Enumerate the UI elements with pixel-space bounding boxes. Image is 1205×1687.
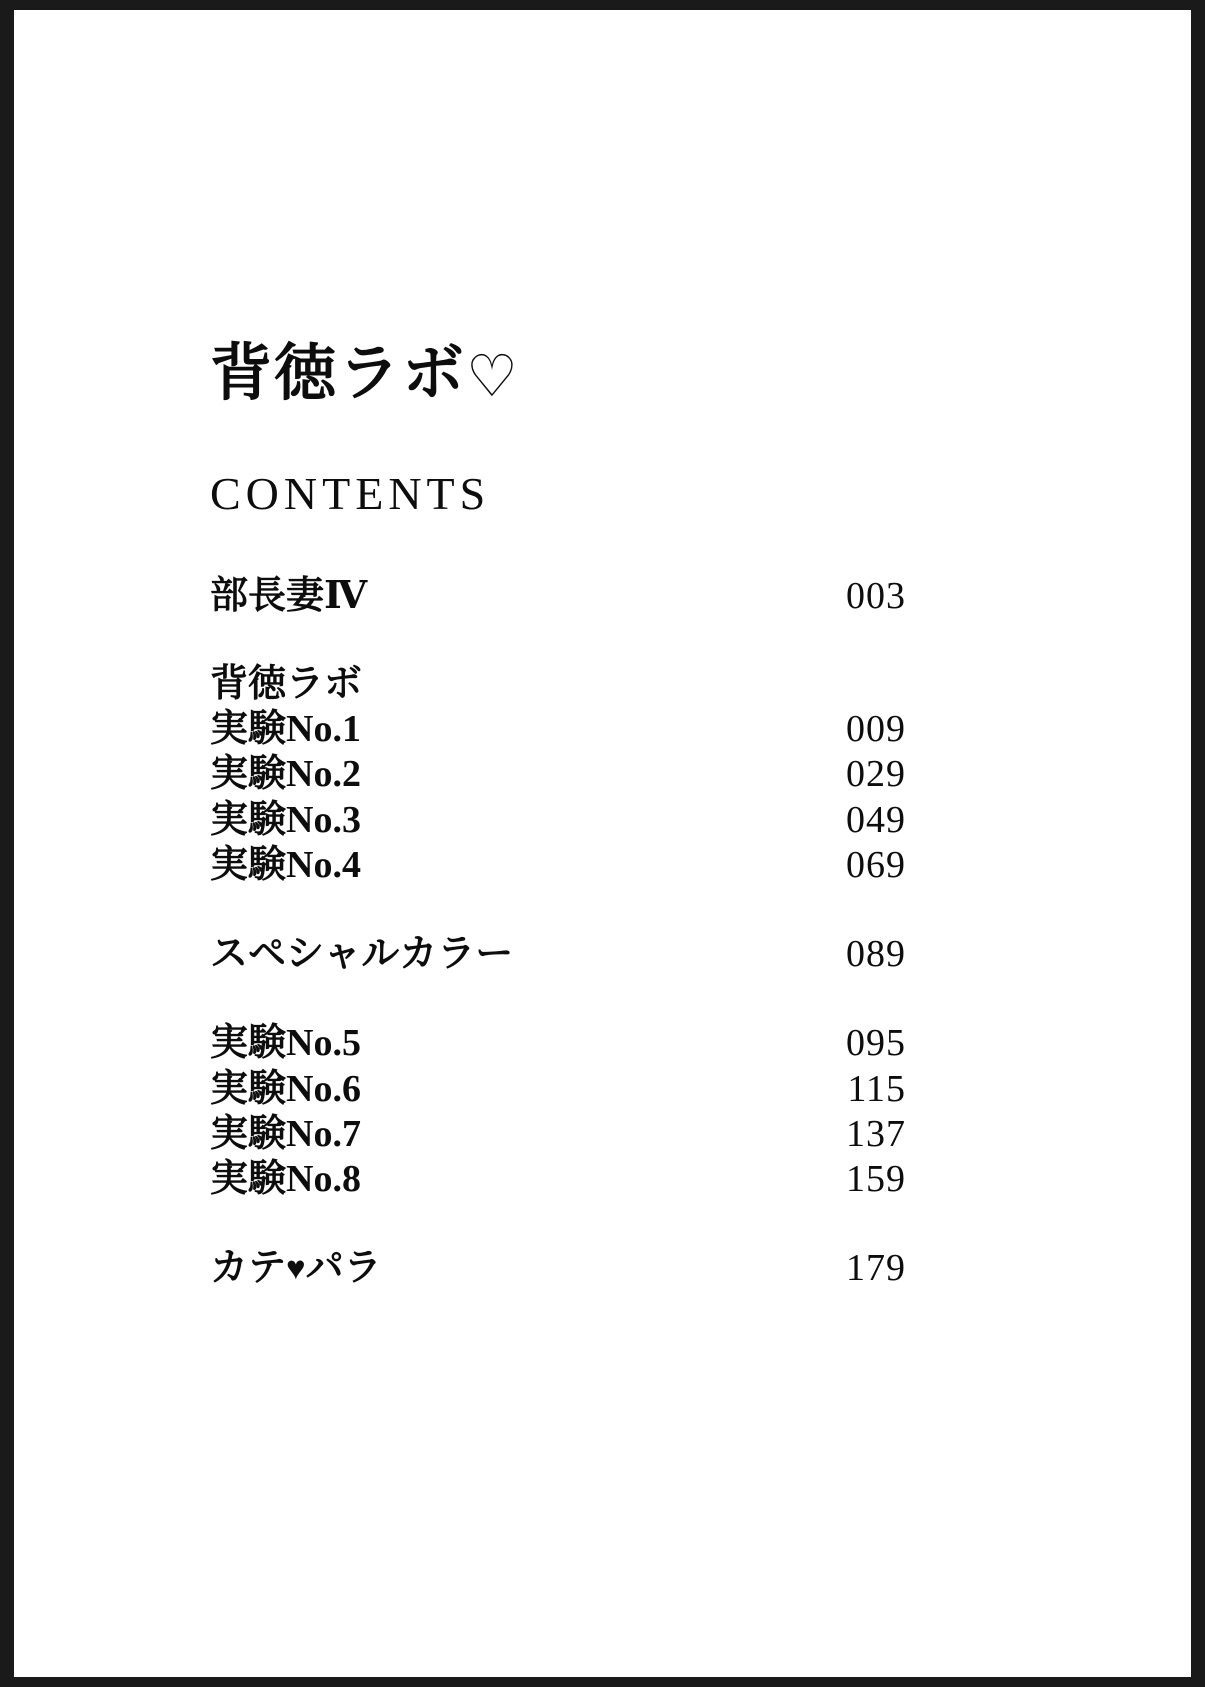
toc-entry-label: 実験No.4 (210, 843, 361, 886)
heart-outline-icon: ♡ (466, 344, 521, 409)
book-page (14, 10, 1191, 1677)
toc-group-label: 背徳ラボ (210, 663, 363, 706)
toc-entry-label: 実験No.3 (210, 798, 361, 841)
toc-entry-label: 部長妻Ⅳ (210, 574, 368, 617)
toc-entry-label: 実験No.5 (210, 1022, 361, 1065)
toc-entry-label-prefix: カテ (210, 1247, 287, 1290)
toc-entry-label-suffix: パラ (305, 1247, 382, 1290)
toc-row (210, 1246, 910, 1291)
toc-entry-page: 003 (846, 574, 906, 617)
toc-spacer (210, 888, 910, 932)
book-title-text: 背徳ラボ (210, 340, 467, 408)
toc-entry-page: 115 (847, 1067, 906, 1110)
toc-row (210, 574, 910, 619)
toc-entry-page: 029 (846, 753, 906, 796)
toc-entry-label: 実験No.2 (210, 753, 361, 796)
toc-row (210, 1021, 910, 1066)
toc-entry-page: 089 (846, 933, 906, 976)
toc-entry-page: 069 (846, 843, 906, 886)
toc-spacer (210, 977, 910, 1021)
toc-spacer (210, 1202, 910, 1246)
toc-row (210, 707, 910, 752)
toc-entry-label: 実験No.7 (210, 1112, 361, 1155)
toc-row (210, 1067, 910, 1112)
toc-row (210, 932, 910, 977)
toc-entry-page: 049 (846, 798, 906, 841)
contents-heading: CONTENTS (210, 467, 491, 519)
toc-group-header (210, 662, 910, 707)
toc-entry-page: 179 (846, 1247, 906, 1290)
toc-spacer (210, 619, 910, 662)
toc-entry-label (210, 1246, 382, 1291)
toc-row (210, 798, 910, 843)
page-title (210, 340, 970, 409)
toc-row (210, 1112, 910, 1157)
table-of-contents-block (210, 340, 970, 1291)
toc-row (210, 752, 910, 797)
toc-entry-page: 137 (846, 1112, 906, 1155)
toc-entry-page: 095 (846, 1022, 906, 1065)
toc-row (210, 1157, 910, 1202)
toc-entry-page: 009 (846, 708, 906, 751)
heart-solid-icon: ♥ (286, 1251, 306, 1288)
toc-list (210, 574, 910, 1292)
toc-entry-label: スペシャルカラー (210, 933, 514, 976)
toc-entry-page: 159 (846, 1157, 906, 1200)
toc-entry-label: 実験No.8 (210, 1157, 361, 1200)
toc-row (210, 843, 910, 888)
toc-entry-label: 実験No.1 (210, 708, 361, 751)
toc-entry-label: 実験No.6 (210, 1067, 361, 1110)
